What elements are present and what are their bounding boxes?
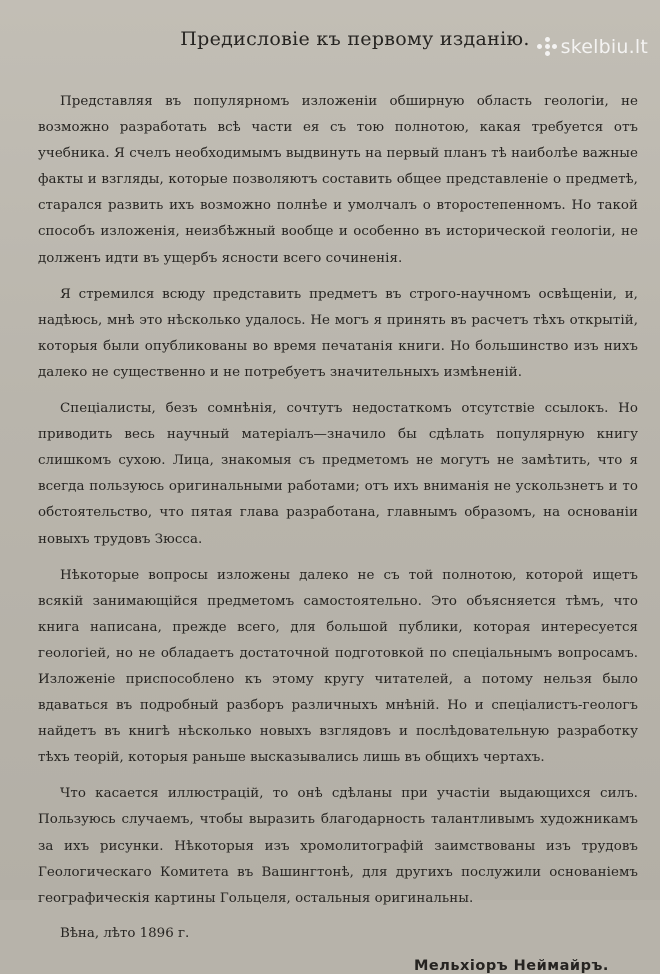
preface-body <box>38 89 638 974</box>
paragraph-4: Нѣкоторые вопросы изложены далеко не съ той полнотою, которой ищетъ всякій занимающійся предметомъ самостоятельно. Это объясняется тѣмъ, что книга написана, прежде всего, для большой публики, которая интересуется геологіей, но не обладаетъ достаточной подготовкой по спеціальнымъ вопросамъ. Изложеніе приспособлено къ этому кругу читателей, а потому нельзя было вдаваться въ подробный разборъ различныхъ мнѣній. Но и спеціалистъ-геологъ найдетъ въ книгѣ нѣсколько новыхъ взглядовъ и послѣдовательную разработку тѣхъ теорій, которыя раньше высказывались лишь въ общихъ чертахъ. <box>38 567 638 766</box>
watermark <box>537 36 648 58</box>
page-title: Предисловіе къ первому изданію. <box>180 28 530 50</box>
watermark-text: skelbiu.lt <box>560 36 648 58</box>
dots-logo-icon <box>537 37 557 57</box>
place-date: Вѣна, лѣто 1896 г. <box>60 925 190 941</box>
paragraph-3: Спеціалисты, безъ сомнѣнія, сочтутъ недостаткомъ отсутствіе ссылокъ. Но приводить весь научный матеріалъ—значило бы сдѣлать популярную книгу слишкомъ сухою. Лица, знакомыя съ предметомъ не могутъ не замѣтить, что я всегда пользуюсь оригинальными работами; отъ ихъ вниманія не ускользнетъ и то обстоятельство, что пятая глава разработана, главнымъ образомъ, на основаніи новыхъ трудовъ Зюсса. <box>38 401 638 547</box>
paragraph-2: Я стремился всюду представить предметъ въ строго-научномъ освѣщеніи, и, надѣюсь, мнѣ это нѣсколько удалось. Не могъ я принять въ расчетъ тѣхъ открытій, которыя были опубликованы во время печатанія книги. Но большинство изъ нихъ далеко не существенно и не потребуетъ значительныхъ измѣненій. <box>38 286 638 380</box>
paragraph-1: Представляя въ популярномъ изложеніи обширную область геологіи, не возможно разработать всѣ части ея съ тою полнотою, какая требуется отъ учебника. Я счелъ необходимымъ выдвинуть на первый планъ тѣ наиболѣе важные факты и взгляды, которые позволяютъ составить общее представленіе о предметѣ, старался развить ихъ возможно полнѣе и умолчалъ о второстепенномъ. Но такой способъ изложенія, неизбѣжный вообще и особенно въ исторической геологіи, не долженъ идти въ ущербъ ясности всего сочиненія. <box>38 94 638 266</box>
author-signature: Мельхіоръ Неймайръ. <box>414 957 609 974</box>
paragraph-5: Что касается иллюстрацій, то онѣ сдѣланы при участіи выдающихся силъ. Пользуюсь случаемъ, чтобы выразить благодарность талантливымъ художникамъ за ихъ рисунки. Нѣкоторыя изъ хромолитографій заимствованы изъ трудовъ Геологическаго Комитета въ Вашингтонѣ, для другихъ послужили основаніемъ географическія картины Гольцеля, остальныя оригинальны. <box>38 786 638 906</box>
